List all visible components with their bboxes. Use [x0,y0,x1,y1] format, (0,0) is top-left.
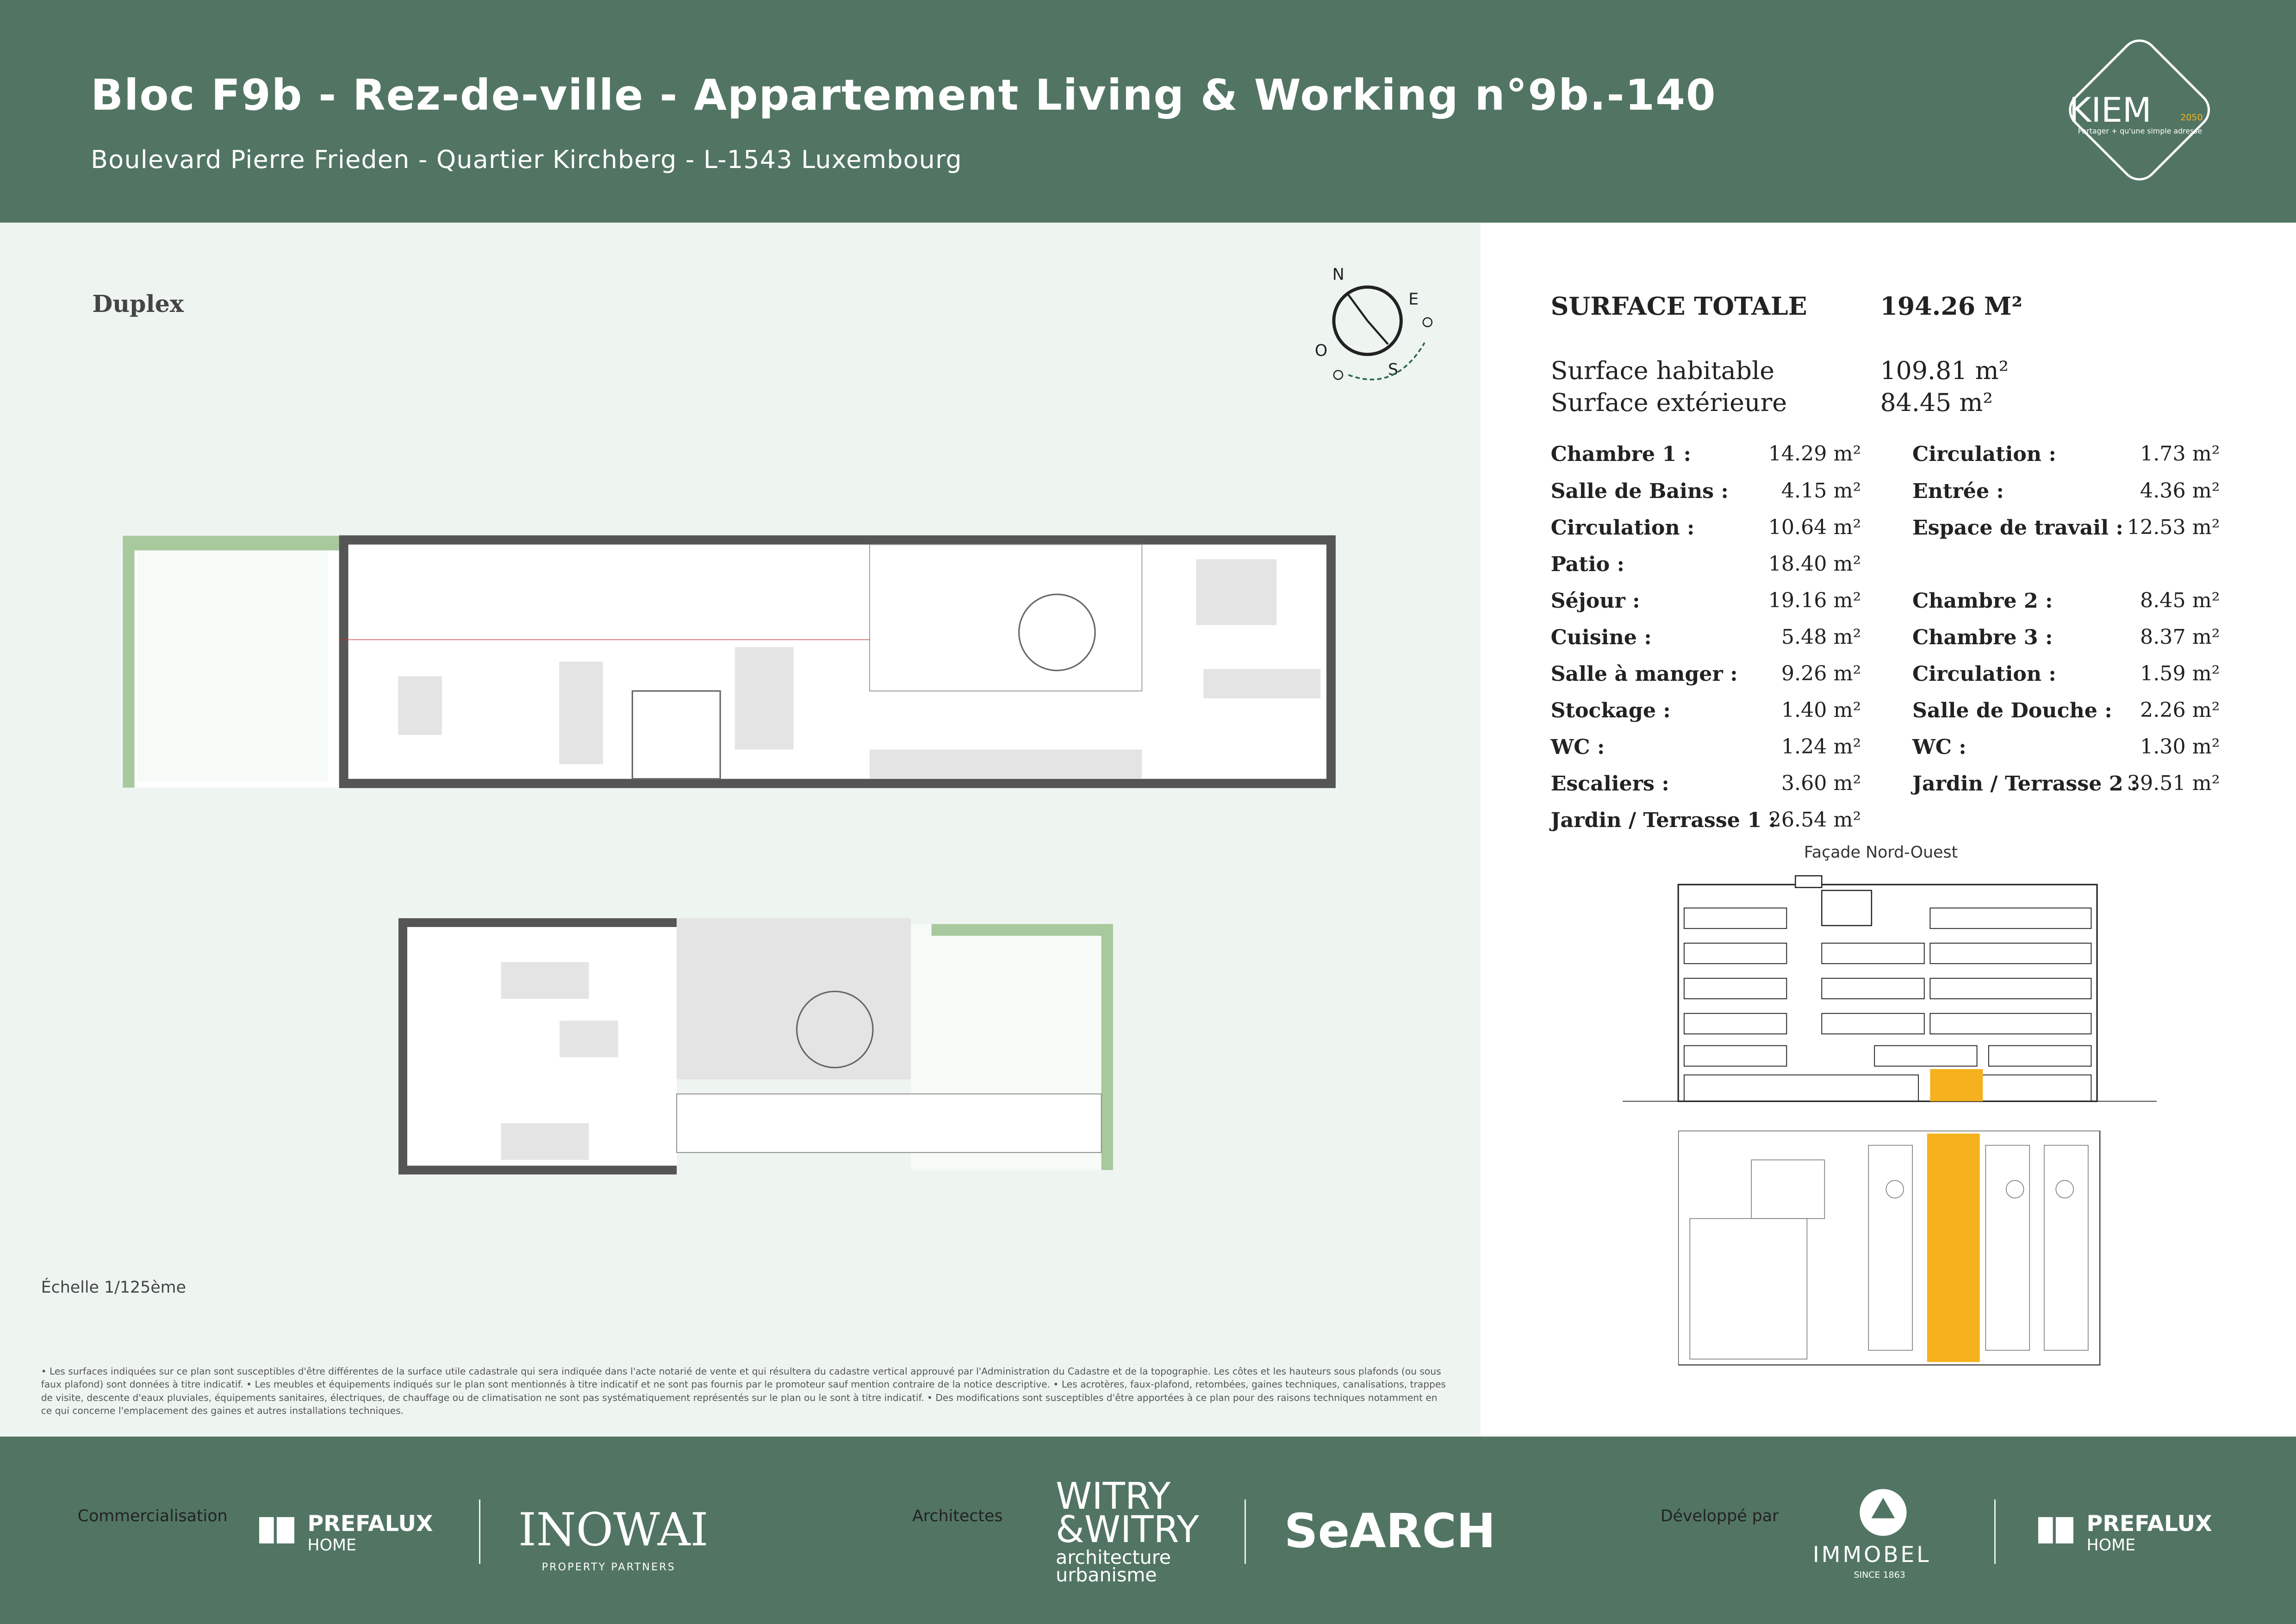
surface-total-label: SURFACE TOTALE [1550,291,1807,321]
witry-line1: WITRY [1056,1475,1171,1518]
unit-type-label: Duplex [92,290,184,318]
inowai-sub: PROPERTY PARTNERS [541,1561,676,1573]
inowai-logo: INOWAI [518,1504,709,1557]
witry-line3: architecture [1056,1546,1171,1569]
prefalux-name: PREFALUX [307,1511,433,1537]
immobel-since: SINCE 1863 [1854,1569,1905,1580]
surface-habitable-value: 109.81 m² [1880,355,2009,385]
surface-exterieure-label: Surface extérieure [1550,388,1787,417]
surface-habitable-label: Surface habitable [1550,355,1775,385]
prefalux2-name: PREFALUX [2086,1511,2212,1537]
kiem-logo [2053,24,2226,196]
surface-total-value: 194.26 M² [1880,291,2022,321]
prefalux-sub: HOME [307,1536,356,1555]
witry-line2: &WITRY [1056,1508,1199,1551]
facade-elevation [1623,873,2157,1110]
page: Bloc F9b - Rez-de-ville - Appartement Living & Working n°9b.-140 Boulevard Pierre Frieden - Quartier Kirchberg - L-1543 Luxembourg KIEM 2050 Partager + qu'une simple adresse Duplex N E S O Échelle 1/125ème • Les surfaces indiquées sur ce plan sont susceptibles d'être différentes de la surface utile cadastrale qui sera indiquée dans l'acte notarié de vente et qui résultera du cadastre vertical approuvé par l'Administration du Cadastre et de la topographie. Les côtes et les hauteurs sous plafonds (ou sous faux plafond) sont données à titre indicatif. • Les meubles et équipements indiqués sur le plan sont mentionnés à titre indicatif et ne sont pas fournis par le promoteur sauf mention contraire de la notice descriptive. • Les acrotères, faux-plafond, retombées, gaines techniques, canalisations, trappes de visite, descente d'eaux pluviales, équipements sanitaires, électriques, de chauffage ou de climatisation ne sont pas systématiquement représentés sur le plan ou le sont à titre indicatif. • Des modifications sont susceptibles d'être apportées à ce plan pour des raisons techniques notamment en ce qui concerne l'emplacement des gaines et autres installations techniques. SURFACE TOTALE 194.26 M² Surface habitable 109.81 m² Surface extérieure 84.45 m² Chambre 1 : 14.29 m² Salle de Bains : 4.15 m² Circulation : 10.64 m² Patio : 18.40 m² Séjour : 19.16 m² Cuisine : 5.48 m² Salle à manger : 9.26 m² Stockage : 1.40 m² WC : 1.24 m² Escaliers : 3.60 m² Jardin / Terrasse 1 : 26.54 m² Circulation : 1.73 m² Entrée : 4.36 m² Espace de travail : 12.53 m² Chambre 2 : 8.45 m² Chambre 3 : 8.37 m² Circulation : 1.59 m² Salle de Douche : 2.26 m² WC : 1.30 m² Jardin / Terrasse 2 : 39.51 m² Façade Nord-Ouest Commercialisation PREFALUX HOME INOWAI PROPERTY PARTNERS Architectes WITRY &WITRY architecture urbanisme SeARCH Développé par IMMOBEL SINCE 1863 PREFALUX HOME [0,0,2296,1624]
witry-line4: urbanisme [1056,1564,1157,1587]
floor-plan-ground [120,530,1338,794]
page-title: Bloc F9b - Rez-de-ville - Appartement Living & Working n°9b.-140 [91,70,1717,120]
facade-title: Façade Nord-Ouest [1804,843,1958,862]
commercialisation-label: Commercialisation [77,1506,228,1525]
compass-s: S [1388,360,1399,379]
prefalux-logo-icon [259,1517,294,1543]
header-banner [0,0,2296,223]
surface-exterieure-value: 84.45 m² [1880,388,1993,417]
floor-plan-upper [398,918,1116,1182]
compass-n: N [1332,265,1345,284]
search-logo: SeARCH [1284,1504,1496,1559]
footer-divider [1994,1500,1996,1564]
kiem-logo-text: KIEM [2069,90,2152,130]
compass-o: O [1315,341,1328,360]
immobel-name: IMMOBEL [1812,1542,1931,1568]
footer-divider [1244,1500,1246,1564]
architectes-label: Architectes [912,1506,1003,1525]
developpe-label: Développé par [1660,1506,1779,1525]
plan-scale: Échelle 1/125ème [41,1278,186,1297]
compass-e: E [1408,290,1419,309]
prefalux-logo-icon [2038,1517,2073,1543]
footer-divider [479,1500,480,1564]
kiem-logo-tagline: Partager + qu'une simple adresse [2078,126,2203,135]
plan-panel [0,223,1481,1437]
disclaimer-text: • Les surfaces indiquées sur ce plan sont susceptibles d'être différentes de la surface utile cadastrale qui sera indiquée dans l'acte notarié de vente et qui résultera du cadastre vertical approuvé par l'Administration du Cadastre et de la topographie. Les côtes et les hauteurs sous plafonds (ou sous faux plafond) sont données à titre indicatif. • Les meubles et équipements indiqués sur le plan sont mentionnés à titre indicatif et ne sont pas fournis par le promoteur sauf mention contraire de la notice descriptive. • Les acrotères, faux-plafond, retombées, gaines techniques, canalisations, trappes de visite, descente d'eaux pluviales, équipements sanitaires, électriques, de chauffage ou de climatisation ne sont pas systématiquement représentés sur le plan ou le sont à titre indicatif. • Des modifications sont susceptibles d'être apportées à ce plan pour des raisons techniques notamment en ce qui concerne l'emplacement des gaines et autres installations techniques. [41,1365,1446,1417]
kiem-logo-year: 2050 [2180,112,2203,123]
site-plan [1678,1131,2103,1368]
compass-icon [1307,258,1454,390]
immobel-logo-icon [1857,1486,1910,1539]
address-line: Boulevard Pierre Frieden - Quartier Kirchberg - L-1543 Luxembourg [91,145,962,174]
prefalux2-sub: HOME [2086,1536,2136,1555]
